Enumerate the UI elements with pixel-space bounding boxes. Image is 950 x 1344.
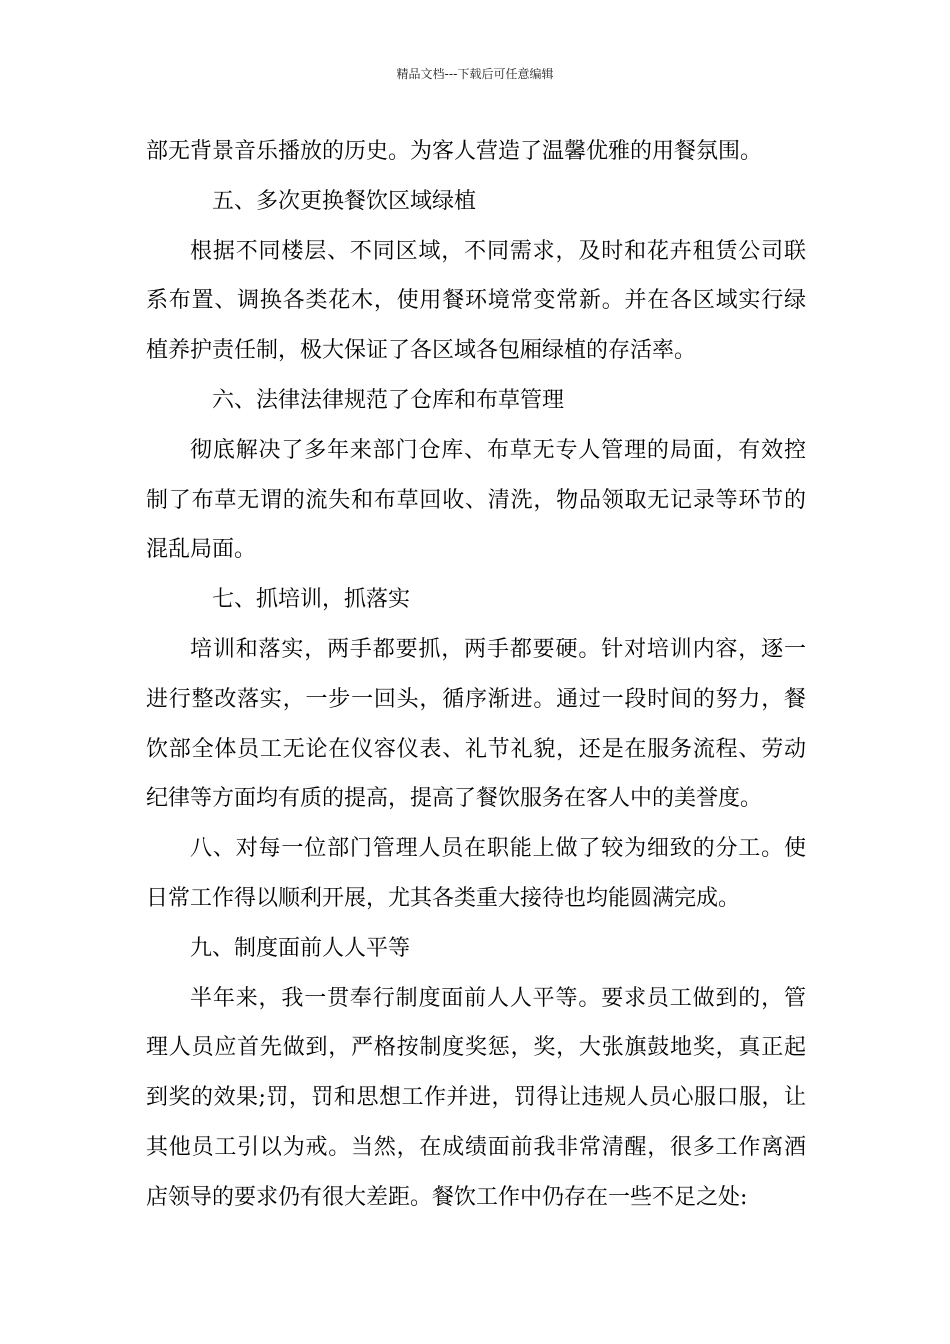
- text-line: 其他员工引以为戒。当然，在成绩面前我非常清醒，很多工作离酒: [146, 1134, 806, 1160]
- section-heading: 五、多次更换餐饮区域绿植: [212, 188, 477, 214]
- text-line: 理人员应首先做到，严格按制度奖惩，奖，大张旗鼓地奖，真正起: [146, 1035, 806, 1061]
- text-line: 培训和落实，两手都要抓，两手都要硬。针对培训内容，逐一: [190, 636, 806, 662]
- text-line: 制了布草无谓的流失和布草回收、清洗，物品领取无记录等环节的: [146, 487, 806, 513]
- text-line: 纪律等方面均有质的提高，提高了餐饮服务在客人中的美誉度。: [146, 786, 763, 812]
- section-heading: 七、抓培训，抓落实: [212, 587, 411, 613]
- text-line: 进行整改落实，一步一回头，循序渐进。通过一段时间的努力，餐: [146, 686, 806, 712]
- section-heading: 六、法律法律规范了仓库和布草管理: [212, 387, 565, 413]
- text-line: 混乱局面。: [146, 537, 257, 563]
- text-line: 系布置、调换各类花木，使用餐环境常变常新。并在各区域实行绿: [146, 288, 806, 314]
- text-line: 根据不同楼层、不同区域，不同需求，及时和花卉租赁公司联: [190, 238, 806, 264]
- text-line: 到奖的效果;罚，罚和思想工作并进，罚得让违规人员心服口服，让: [146, 1085, 806, 1111]
- section-heading: 九、制度面前人人平等: [190, 935, 411, 961]
- text-line: 彻底解决了多年来部门仓库、布草无专人管理的局面，有效控: [190, 437, 806, 463]
- section-heading: 八、对每一位部门管理人员在职能上做了较为细致的分工。使: [190, 836, 806, 862]
- text-line: 店领导的要求仍有很大差距。餐饮工作中仍存在一些不足之处:: [146, 1184, 748, 1210]
- document-body: [146, 127, 806, 1223]
- page-header: 精品文档---下载后可任意编辑: [396, 67, 554, 81]
- text-line: 部无背景音乐播放的历史。为客人营造了温馨优雅的用餐氛围。: [146, 139, 763, 164]
- text-line: 饮部全体员工无论在仪容仪表、礼节礼貌，还是在服务流程、劳动: [146, 736, 806, 762]
- text-line: 半年来，我一贯奉行制度面前人人平等。要求员工做到的，管: [190, 985, 806, 1011]
- text-line: 日常工作得以顺利开展，尤其各类重大接待也均能圆满完成。: [146, 885, 741, 911]
- text-line: 植养护责任制，极大保证了各区域各包厢绿植的存活率。: [146, 338, 697, 364]
